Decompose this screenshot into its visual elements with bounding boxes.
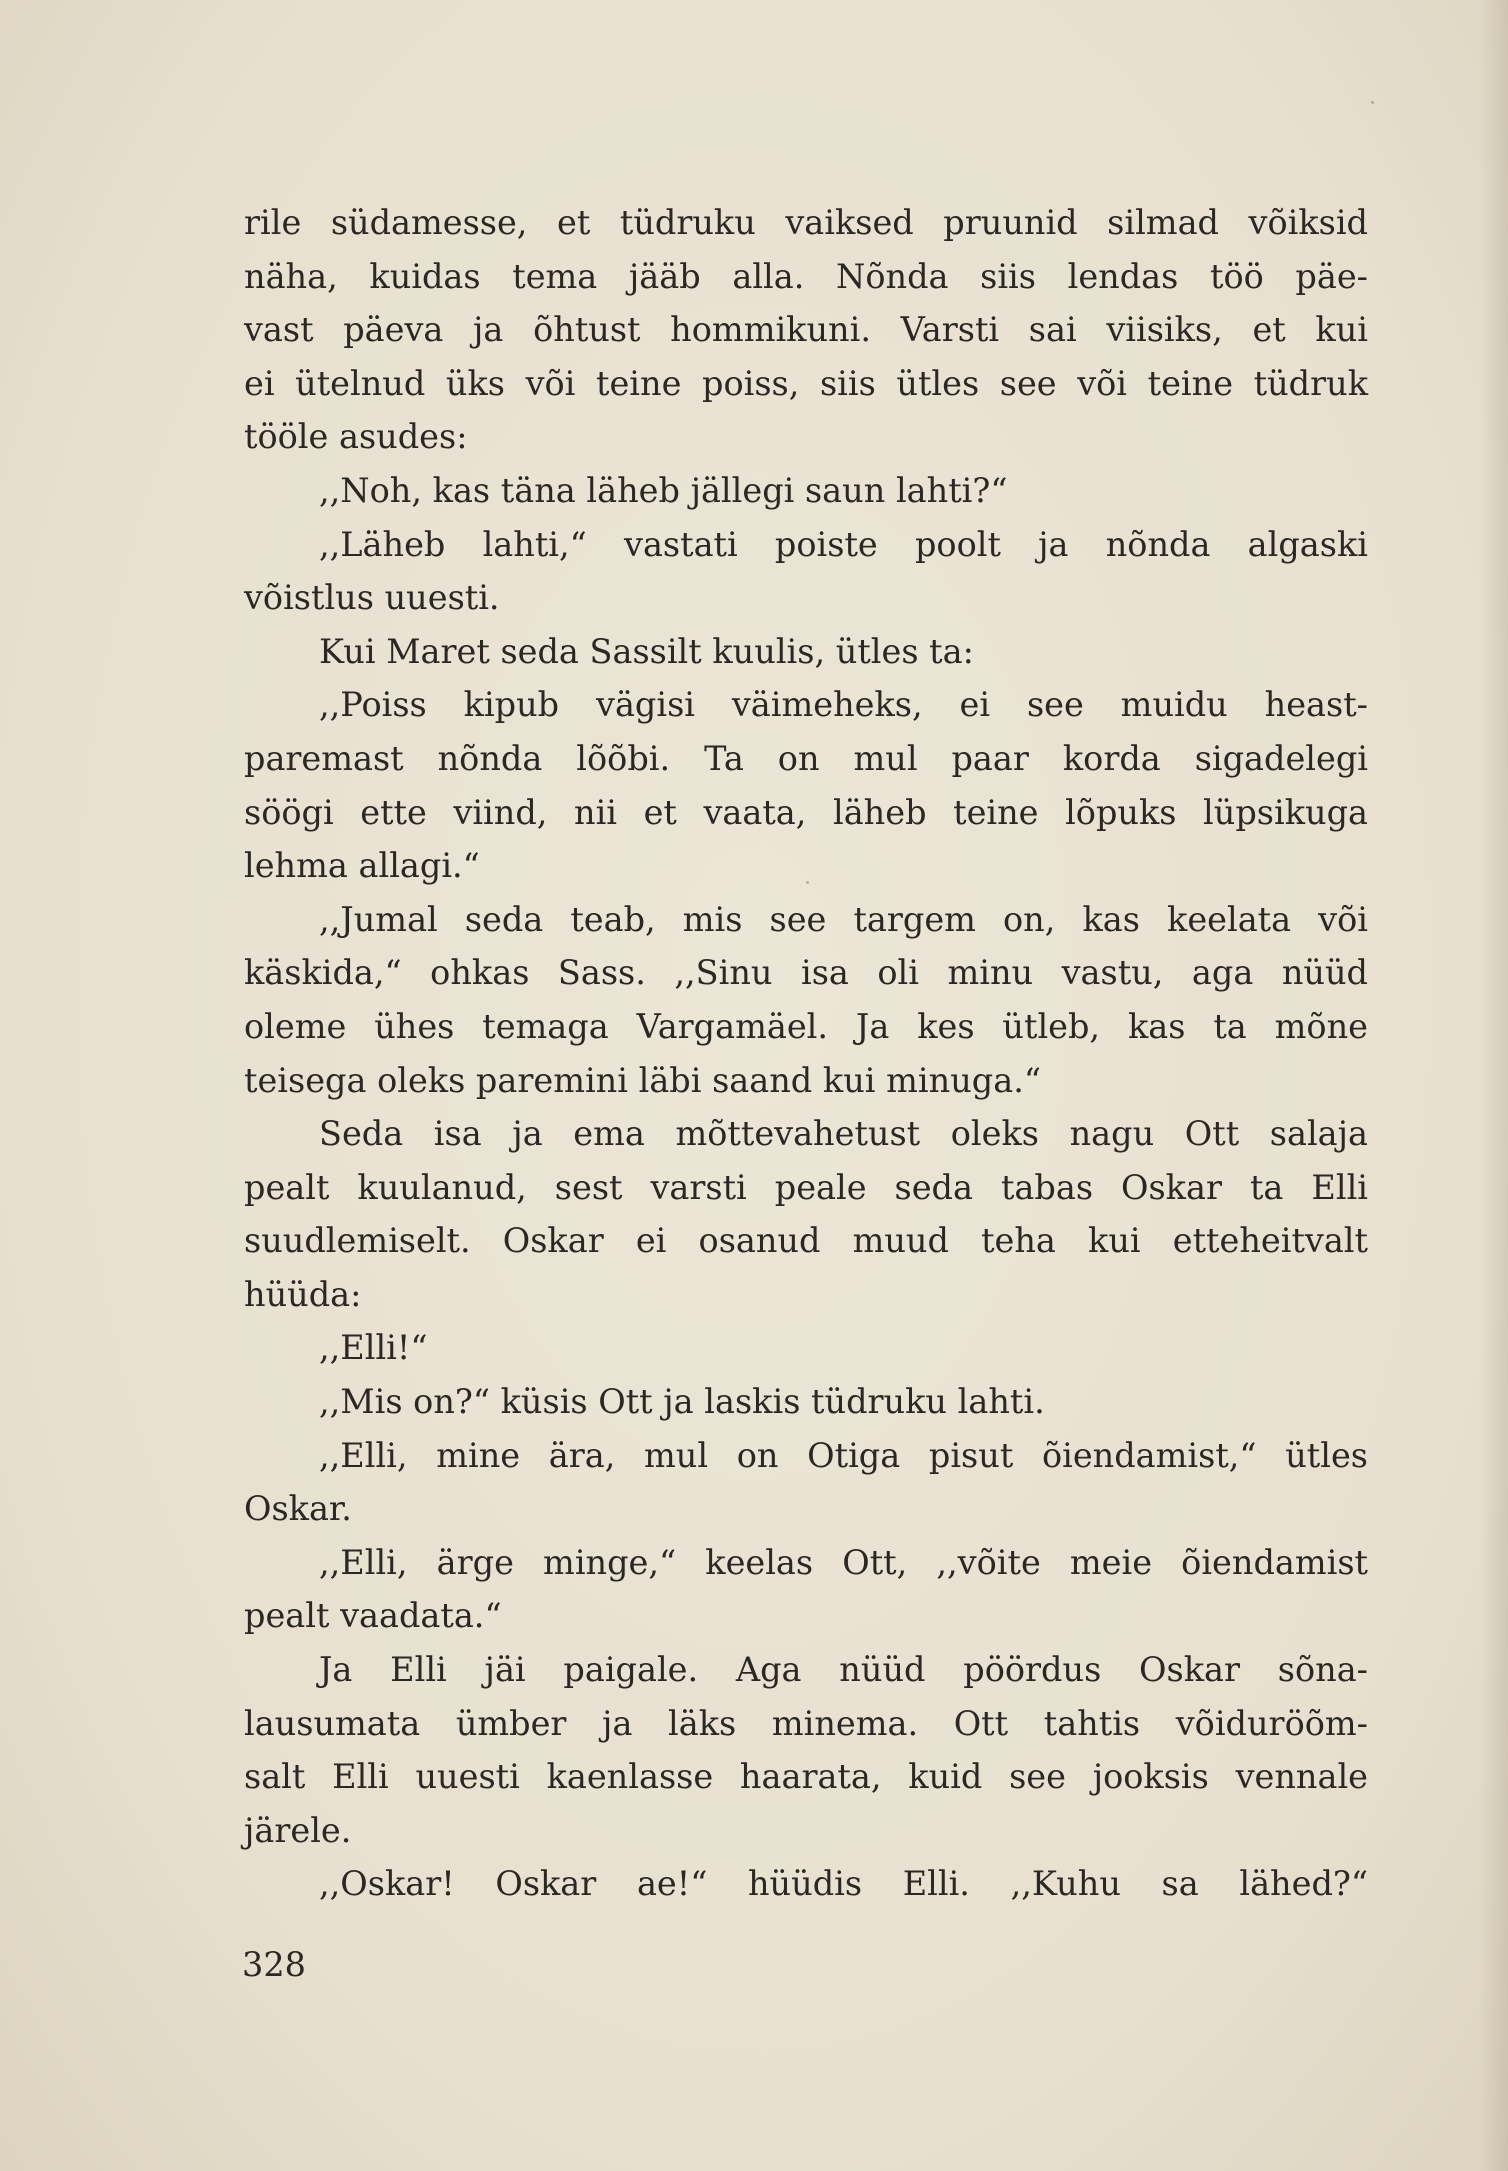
text-line: hüüda:: [244, 1274, 362, 1314]
text-line: pealt kuulanud, sest varsti peale seda tabas Oskar ta Elli: [244, 1167, 1368, 1207]
text-line: tööle asudes:: [244, 417, 468, 457]
text-line: vast päeva ja õhtust hommikuni. Varsti sai viisiks, et kui: [244, 310, 1368, 350]
text-line: näha, kuidas tema jääb alla. Nõnda siis lendas töö päe-: [244, 256, 1368, 296]
text-line: lehma allagi.“: [244, 846, 480, 886]
text-line: ,,Elli, mine ära, mul on Otiga pisut õiendamist,“ ütles: [319, 1435, 1368, 1475]
text-line: ,,Mis on?“ küsis Ott ja laskis tüdruku lahti.: [319, 1382, 1045, 1422]
text-line: oleme ühes temaga Vargamäel. Ja kes ütleb, kas ta mõne: [244, 1006, 1368, 1046]
text-line: paremast nõnda lõõbi. Ta on mul paar korda sigadelegi: [244, 738, 1368, 778]
text-line: Kui Maret seda Sassilt kuulis, ütles ta:: [319, 631, 974, 671]
text-line: võistlus uuesti.: [244, 578, 500, 618]
text-line: söögi ette viind, nii et vaata, läheb teine lõpuks lüpsikuga: [244, 792, 1368, 832]
body-text: [244, 196, 1368, 1911]
page-number: 328: [242, 1945, 306, 1984]
text-line: ei ütelnud üks või teine poiss, siis ütles see või teine tüdruk: [244, 363, 1368, 403]
page-edge-shadow: [1480, 0, 1508, 2171]
text-line: lausumata ümber ja läks minema. Ott tahtis võiduröõm-: [244, 1703, 1368, 1743]
text-line: rile südamesse, et tüdruku vaiksed pruunid silmad võiksid: [244, 203, 1368, 242]
text-line: suudlemiselt. Oskar ei osanud muud teha kui etteheitvalt: [244, 1221, 1368, 1261]
text-line: käskida,“ ohkas Sass. ,,Sinu isa oli minu vastu, aga nüüd: [244, 953, 1368, 993]
text-line: Oskar.: [244, 1489, 352, 1529]
text-line: Seda isa ja ema mõttevahetust oleks nagu Ott salaja: [319, 1114, 1368, 1154]
text-line: pealt vaadata.“: [244, 1596, 502, 1636]
text-line: ,,Elli!“: [319, 1328, 428, 1368]
text-line: järele.: [244, 1810, 352, 1850]
text-line: salt Elli uuesti kaenlasse haarata, kuid see jooksis vennale: [244, 1757, 1368, 1797]
text-line: teisega oleks paremini läbi saand kui minuga.“: [244, 1060, 1041, 1100]
text-line: ,,Noh, kas täna läheb jällegi saun lahti?“: [319, 470, 1008, 510]
text-line: ,,Poiss kipub vägisi väimeheks, ei see muidu heast-: [319, 685, 1368, 725]
paper-speck: [1371, 101, 1374, 104]
text-line: ,,Elli, ärge minge,“ keelas Ott, ,,võite meie õiendamist: [319, 1542, 1368, 1582]
text-line: ,,Oskar! Oskar ae!“ hüüdis Elli. ,,Kuhu sa lähed?“: [319, 1864, 1368, 1904]
text-line: ,,Läheb lahti,“ vastati poiste poolt ja nõnda algaski: [319, 524, 1368, 564]
text-line: Ja Elli jäi paigale. Aga nüüd pöördus Oskar sõna-: [319, 1650, 1368, 1690]
text-line: ,,Jumal seda teab, mis see targem on, kas keelata või: [319, 899, 1368, 939]
